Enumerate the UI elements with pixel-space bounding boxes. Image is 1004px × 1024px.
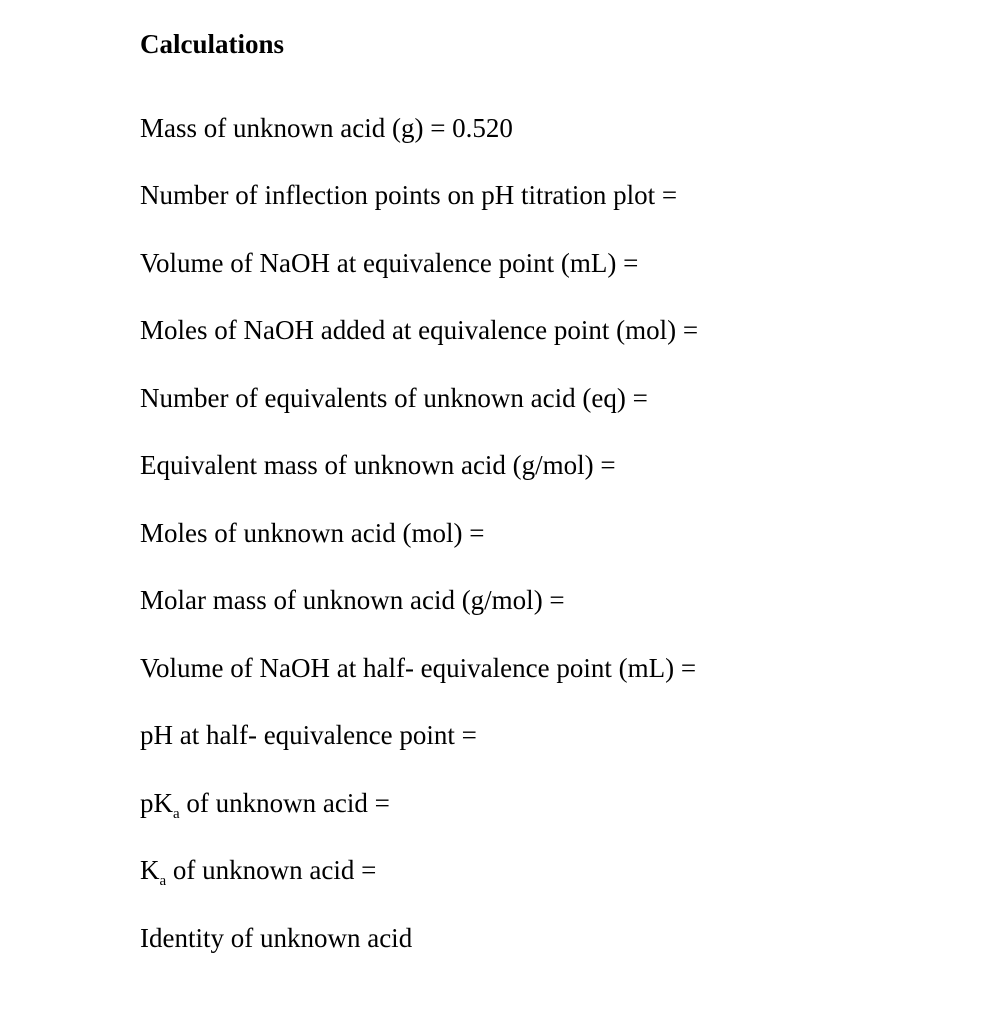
ph-half-equivalence-line: pH at half- equivalence point = bbox=[140, 720, 477, 750]
molar-mass-line: Molar mass of unknown acid (g/mol) = bbox=[140, 585, 565, 615]
inflection-points-line: Number of inflection points on pH titration plot = bbox=[140, 180, 678, 210]
section-heading: Calculations bbox=[140, 29, 285, 59]
ka-suffix: of unknown acid = bbox=[166, 855, 377, 885]
pka-subscript: a bbox=[173, 806, 180, 822]
pka-line bbox=[140, 786, 390, 820]
moles-acid-line: Moles of unknown acid (mol) = bbox=[140, 518, 485, 548]
mass-line: Mass of unknown acid (g) = 0.520 bbox=[140, 113, 513, 143]
ka-prefix: K bbox=[140, 855, 160, 885]
ka-line bbox=[140, 853, 376, 887]
equivalents-line: Number of equivalents of unknown acid (eq) = bbox=[140, 383, 648, 413]
volume-equivalence-line: Volume of NaOH at equivalence point (mL) = bbox=[140, 248, 639, 278]
moles-naoh-line: Moles of NaOH added at equivalence point (mol) = bbox=[140, 315, 699, 345]
equivalent-mass-line: Equivalent mass of unknown acid (g/mol) = bbox=[140, 450, 616, 480]
volume-half-equivalence-line: Volume of NaOH at half- equivalence point (mL) = bbox=[140, 653, 697, 683]
ka-subscript: a bbox=[159, 873, 167, 889]
pka-prefix: pK bbox=[140, 788, 173, 818]
pka-suffix: of unknown acid = bbox=[179, 788, 390, 818]
identity-line: Identity of unknown acid bbox=[140, 923, 413, 953]
